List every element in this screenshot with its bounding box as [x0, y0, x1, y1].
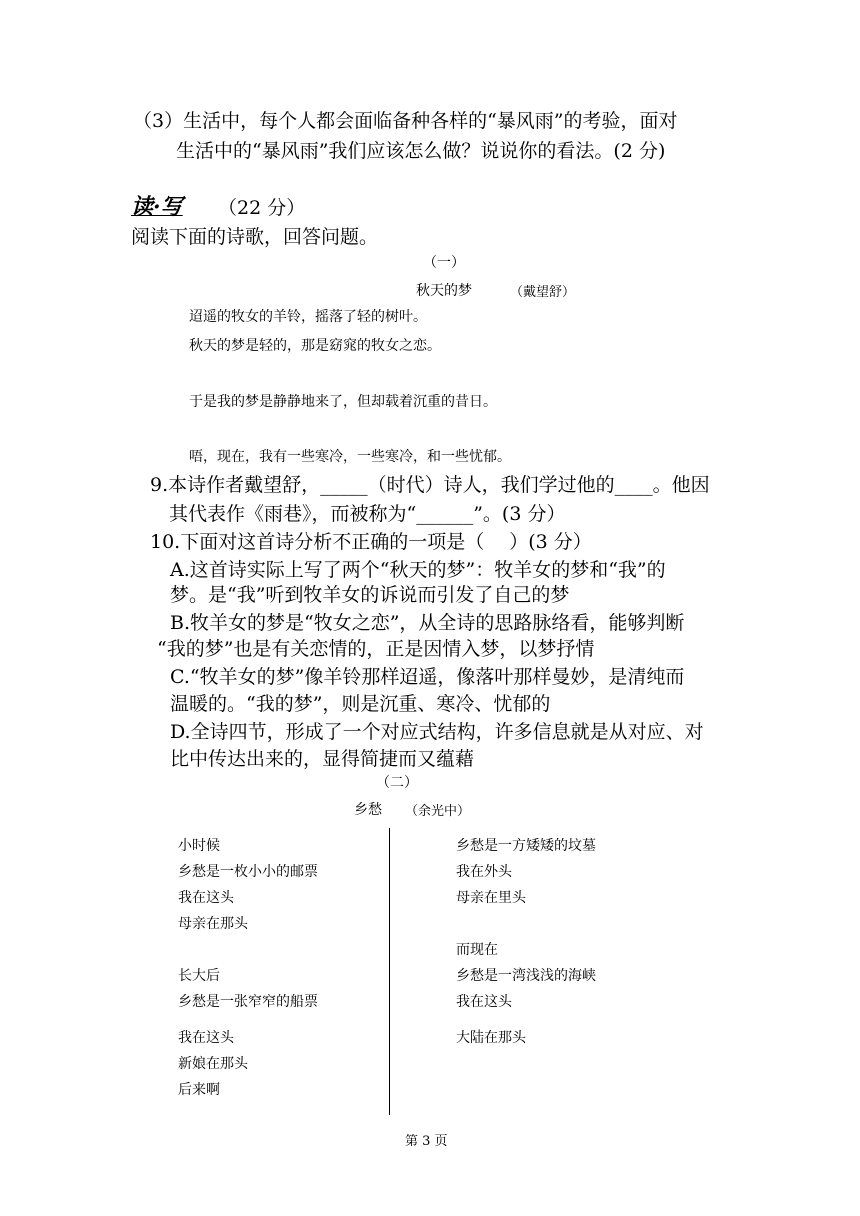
poem2-left-line: 我在这头 — [178, 1030, 234, 1046]
poem1-line: 唔，现在，我有一些寒冷，一些寒冷，和一些忧郁。 — [189, 449, 511, 465]
option-b-line2: “我的梦”也是有关恋情的，正是因情入梦，以梦抒情 — [157, 638, 595, 660]
poem1-line: 于是我的梦是静静地来了，但却载着沉重的昔日。 — [189, 394, 497, 410]
section-score: （22 分） — [218, 197, 306, 219]
poem1-number: （一） — [423, 255, 465, 271]
poem2-left-line: 长大后 — [178, 968, 220, 984]
poem2-right-line: 乡愁是一湾浅浅的海峡 — [456, 968, 596, 984]
section-title: 读·写 — [131, 194, 183, 220]
poem2-right-line: 我在外头 — [456, 864, 512, 880]
option-b-line1: B.牧羊女的梦是“牧女之恋”，从全诗的思路脉络看，能够判断 — [170, 612, 685, 634]
poem2-left-line: 后来啊 — [178, 1082, 220, 1098]
poem2-author: （余光中） — [405, 804, 471, 819]
poem1-author: （戴望舒） — [510, 285, 576, 300]
option-d-line2: 比中传达出来的，显得简捷而又蕴藉 — [170, 748, 475, 770]
question-3-line2: 生活中的“暴风雨”我们应该怎么做？说说你的看法。(2 分) — [176, 140, 666, 162]
poem2-left-line: 小时候 — [178, 838, 220, 854]
poem1-title: 秋天的梦 — [416, 283, 472, 299]
poem2-right-line: 乡愁是一方矮矮的坟墓 — [456, 838, 596, 854]
poem2-left-line: 乡愁是一张窄窄的船票 — [178, 994, 318, 1010]
question-10-stem: 10.下面对这首诗分析不正确的一项是（ ）(3 分） — [150, 531, 592, 553]
poem2-left-line: 乡愁是一枚小小的邮票 — [178, 864, 318, 880]
option-c-line2: 温暖的。“我的梦”，则是沉重、寒冷、忧郁的 — [170, 693, 551, 715]
option-a-line1: A.这首诗实际上写了两个“秋天的梦”：牧羊女的梦和“我”的 — [170, 559, 666, 581]
poem2-title: 乡愁 — [354, 802, 382, 818]
option-a-line2: 梦。是“我”听到牧羊女的诉说而引发了自己的梦 — [170, 584, 570, 606]
column-divider — [389, 828, 390, 1115]
poem2-right-line: 大陆在那头 — [456, 1030, 526, 1046]
poem2-number: （二） — [376, 775, 418, 791]
poem2-left-line: 我在这头 — [178, 890, 234, 906]
option-d-line1: D.全诗四节，形成了一个对应式结构，许多信息就是从对应、对 — [170, 721, 704, 743]
section-instruction: 阅读下面的诗歌，回答问题。 — [131, 226, 379, 248]
question-9-line2: 其代表作《雨巷》，而被称为“______”。(3 分） — [169, 503, 566, 525]
poem2-left-line: 母亲在那头 — [178, 916, 248, 932]
poem2-right-line: 而现在 — [456, 942, 498, 958]
question-3-line1: （3）生活中，每个人都会面临备种各样的“暴风雨”的考验，面对 — [133, 110, 678, 132]
option-c-line1: C.“牧羊女的梦”像羊铃那样迢遥，像落叶那样曼妙，是清纯而 — [170, 666, 685, 688]
poem2-right-line: 我在这头 — [456, 994, 512, 1010]
poem2-right-line: 母亲在里头 — [456, 890, 526, 906]
poem1-line: 秋天的梦是轻的，那是窈窕的牧女之恋。 — [189, 338, 441, 354]
poem2-left-line: 新娘在那头 — [178, 1056, 248, 1072]
poem1-line: 迢遥的牧女的羊铃，摇落了轻的树叶。 — [189, 309, 427, 325]
question-9-line1: 9.本诗作者戴望舒，_____（时代）诗人，我们学过他的____。他因 — [150, 474, 710, 496]
page-number: 第 3 页 — [405, 1134, 448, 1149]
